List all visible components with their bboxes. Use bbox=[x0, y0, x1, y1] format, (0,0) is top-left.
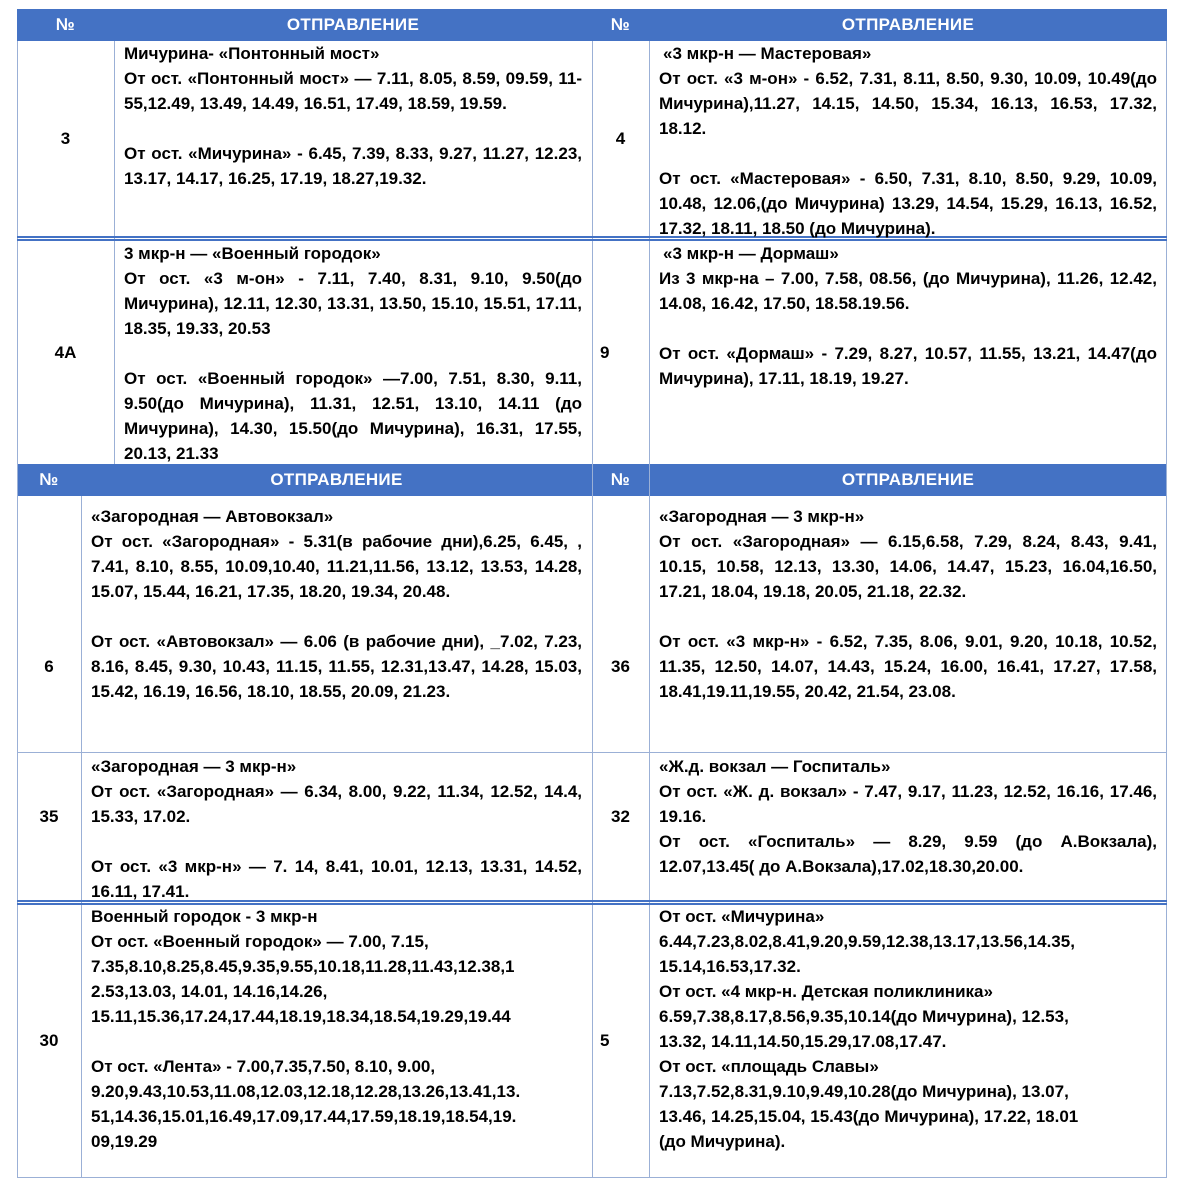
header-num-top-left: № bbox=[17, 9, 114, 41]
route-title: «Загородная — 3 мкр-н» bbox=[659, 507, 865, 526]
stop-name: От ост. «площадь Славы» bbox=[659, 1057, 879, 1076]
route-number: 30 bbox=[39, 1031, 59, 1050]
departure-times: От ост. «Ж. д. вокзал» - 7.47, 9.17, 11.23, 12.52, 16.16, 17.46, 19.16. bbox=[659, 782, 1157, 826]
departure-times: 2.53,13.03, 14.01, 14.16,14.26, bbox=[91, 982, 328, 1001]
departure-times: 13.46, 14.25,15.04, 15.43(до Мичурина), 17.22, 18.01 bbox=[659, 1107, 1079, 1126]
header-title-mid-right: ОТПРАВЛЕНИЕ bbox=[649, 464, 1167, 496]
header-title-top-left: ОТПРАВЛЕНИЕ bbox=[114, 9, 592, 41]
departure-times: От ост. «3 м-он» - 6.52, 7.31, 8.11, 8.50, 9.30, 10.09, 10.49(до Мичурина),11.27, 14.15, 14.50, 15.34, 16.13, 16.53, 17.32, 18.12. bbox=[659, 69, 1157, 138]
departure-times: От ост. «Загородная» — 6.15,6.58, 7.29, 8.24, 8.43, 9.41, 10.15, 10.58, 12.13, 13.30, 14.06, 14.47, 15.23, 16.04,16.50, 17.21, 18.04, 19.18, 20.05, 21.18, 22.32. bbox=[659, 532, 1157, 601]
route-schedule bbox=[81, 504, 592, 752]
departure-times: От ост. «Загородная» — 6.34, 8.00, 9.22, 11.34, 12.52, 14.4, 15.33, 17.02. bbox=[91, 782, 582, 826]
route-schedule bbox=[81, 904, 592, 1177]
route-number: 5 bbox=[600, 1031, 610, 1050]
header-title-mid-left: ОТПРАВЛЕНИЕ bbox=[81, 464, 592, 496]
departure-times: 6.59,7.38,8.17,8.56,9.35,10.14(до Мичурина), 12.53, bbox=[659, 1007, 1069, 1026]
route-schedule bbox=[81, 754, 592, 900]
departure-times: От ост. «Мастеровая» - 6.50, 7.31, 8.10, 8.50, 9.29, 10.09, 10.48, 12.06,(до Мичурина) 13.29, 14.54, 15.29, 16.13, 16.52, 17.32, 18.11, 18.50 (до Мичурина). bbox=[659, 169, 1157, 238]
stop-name: От ост. «Мичурина» bbox=[659, 907, 825, 926]
departure-times: 15.14,16.53,17.32. bbox=[659, 957, 801, 976]
departure-times: 6.44,7.23,8.02,8.41,9.20,9.59,12.38,13.17,13.56,14.35, bbox=[659, 932, 1075, 951]
route-number: 32 bbox=[611, 806, 630, 826]
route-title: «3 мкр-н — Дормаш» bbox=[663, 244, 839, 263]
departure-times: (до Мичурина). bbox=[659, 1132, 786, 1151]
route-number: 4 bbox=[615, 129, 626, 148]
header-num-mid-right: № bbox=[592, 464, 649, 496]
departure-times: От ост. «Военный городок» — 7.00, 7.15, bbox=[91, 932, 429, 951]
departure-times: 7.35,8.10,8.25,8.45,9.35,9.55,10.18,11.28,11.43,12.38,1 bbox=[91, 957, 515, 976]
departure-times: 15.11,15.36,17.24,17.44,18.19,18.34,18.54,19.29,19.44 bbox=[91, 1007, 511, 1026]
route-schedule bbox=[114, 241, 592, 464]
route-schedule bbox=[649, 754, 1167, 900]
departure-times: 7.13,7.52,8.31,9.10,9.49,10.28(до Мичурина), 13.07, bbox=[659, 1082, 1069, 1101]
departure-times: 51,14.36,15.01,16.49,17.09,17.44,17.59,18.19,18.54,19. bbox=[91, 1107, 517, 1126]
departure-times: От ост. «Автовокзал» — 6.06 (в рабочие дни), _7.02, 7.23, 8.16, 8.45, 9.30, 10.43, 11.15, 11.55, 12.31,13.47, 14.28, 15.03, 15.42, 16.19, 16.56, 18.10, 18.55, 20.09, 21.23. bbox=[91, 632, 582, 701]
departure-times: От ост. «Военный городок» —7.00, 7.51, 8.30, 9.11, 9.50(до Мичурина), 11.31, 12.51, 13.10, 14.11 (до Мичурина), 14.30, 15.50(до Мичурина), 16.31, 17.55, 20.13, 21.33 bbox=[124, 369, 582, 463]
departure-times: От ост. «3 м-он» - 7.11, 7.40, 8.31, 9.10, 9.50(до Мичурина), 12.11, 12.30, 13.31, 13.50, 15.10, 15.51, 17.11, 18.35, 19.33, 20.53 bbox=[124, 269, 582, 338]
route-title: «Ж.д. вокзал — Госпиталь» bbox=[659, 757, 891, 776]
route-title: Мичурина- «Понтонный мост» bbox=[124, 44, 380, 63]
departure-times: 9.20,9.43,10.53,11.08,12.03,12.18,12.28,13.26,13.41,13. bbox=[91, 1082, 521, 1101]
departure-times: 09,19.29 bbox=[91, 1132, 158, 1151]
route-number: 4А bbox=[54, 342, 77, 362]
departure-times: Из 3 мкр-на – 7.00, 7.58, 08.56, (до Мичурина), 11.26, 12.42, 14.08, 16.42, 17.50, 18.58.19.56. bbox=[659, 269, 1157, 313]
departure-times: От ост. «Понтонный мост» — 7.11, 8.05, 8.59, 09.59, 11-55,12.49, 13.49, 14.49, 16.51, 17.49, 18.59, 19.59. bbox=[124, 69, 582, 113]
route-schedule bbox=[649, 504, 1167, 752]
departure-times: От ост. «Дормаш» - 7.29, 8.27, 10.57, 11.55, 13.21, 14.47(до Мичурина), 17.11, 18.19, 19.27. bbox=[659, 344, 1157, 388]
route-schedule bbox=[649, 241, 1167, 464]
departure-times: 13.32, 14.11,14.50,15.29,17.08,17.47. bbox=[659, 1032, 947, 1051]
header-title-top-right: ОТПРАВЛЕНИЕ bbox=[649, 9, 1167, 41]
route-schedule bbox=[649, 904, 1167, 1177]
route-number: 3 bbox=[60, 129, 71, 148]
route-title: «3 мкр-н — Мастеровая» bbox=[663, 44, 872, 63]
departure-times: От ост. «3 мкр-н» — 7. 14, 8.41, 10.01, 12.13, 13.31, 14.52, 16.11, 17.41. bbox=[91, 857, 582, 901]
departure-times: От ост. «Лента» - 7.00,7.35,7.50, 8.10, 9.00, bbox=[91, 1057, 436, 1076]
departure-times: От ост. «Госпиталь» — 8.29, 9.59 (до А.Вокзала), 12.07,13.45( до А.Вокзала),17.02,18.30,20.00. bbox=[659, 832, 1157, 876]
departure-times: От ост. «Загородная» - 5.31(в рабочие дни),6.25, 6.45, , 7.41, 8.10, 8.55, 10.09,10.40, 11.21,11.56, 13.12, 13.53, 14.28, 15.07, 15.44, 16.21, 17.35, 18.20, 19.34, 20.48. bbox=[91, 532, 582, 601]
stop-name: От ост. «4 мкр-н. Детская поликлиника» bbox=[659, 982, 993, 1001]
route-title: «Загородная — Автовокзал» bbox=[91, 507, 334, 526]
route-number: 9 bbox=[600, 342, 610, 362]
route-title: «Загородная — 3 мкр-н» bbox=[91, 757, 297, 776]
route-schedule bbox=[114, 41, 592, 237]
header-num-top-right: № bbox=[592, 9, 649, 41]
route-schedule bbox=[649, 41, 1167, 237]
route-number: 36 bbox=[611, 656, 630, 676]
route-title: 3 мкр-н — «Военный городок» bbox=[124, 244, 381, 263]
route-number: 6 bbox=[44, 656, 54, 676]
route-title: Военный городок - 3 мкр-н bbox=[91, 907, 318, 926]
departure-times: От ост. «3 мкр-н» - 6.52, 7.35, 8.06, 9.01, 9.20, 10.18, 10.52, 11.35, 12.50, 14.07, 14.43, 15.24, 16.00, 16.41, 17.27, 17.58, 18.41,19.11,19.55, 20.42, 21.54, 23.08. bbox=[659, 632, 1157, 701]
header-num-mid-left: № bbox=[17, 464, 81, 496]
departure-times: От ост. «Мичурина» - 6.45, 7.39, 8.33, 9.27, 11.27, 12.23, 13.17, 14.17, 16.25, 17.19, 18.27,19.32. bbox=[124, 144, 582, 188]
route-number: 35 bbox=[39, 806, 59, 826]
